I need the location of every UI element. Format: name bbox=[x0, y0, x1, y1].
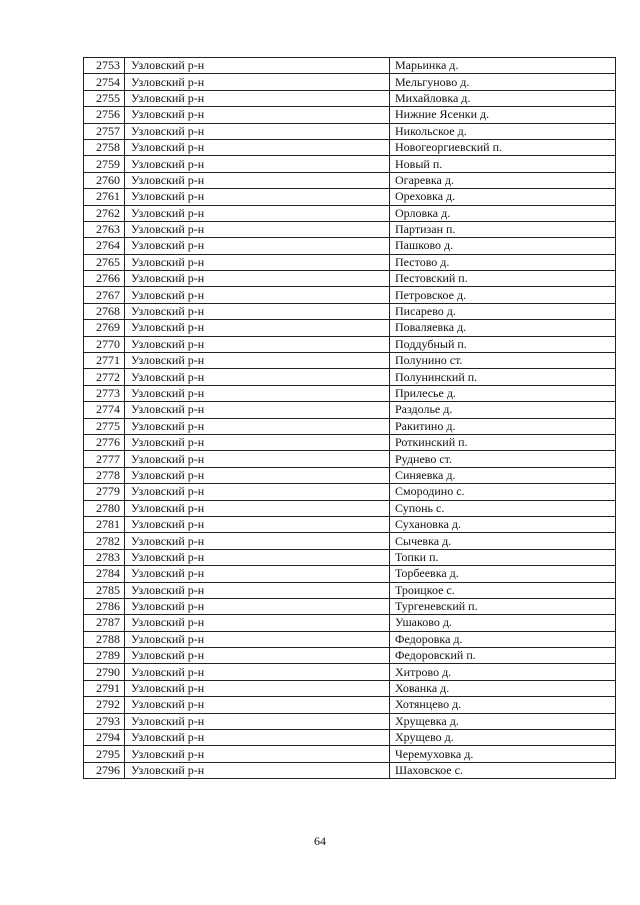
place-name-cell: Пестово д. bbox=[390, 254, 616, 270]
place-name-cell: Федоровка д. bbox=[390, 631, 616, 647]
table-row bbox=[84, 205, 616, 221]
row-number-cell: 2773 bbox=[84, 385, 125, 401]
row-number-cell: 2754 bbox=[84, 74, 125, 90]
table-row bbox=[84, 615, 616, 631]
district-cell: Узловский р-н bbox=[125, 303, 390, 319]
row-number-cell: 2777 bbox=[84, 451, 125, 467]
row-number-cell: 2780 bbox=[84, 500, 125, 516]
table-row bbox=[84, 467, 616, 483]
place-name-cell: Поваляевка д. bbox=[390, 320, 616, 336]
place-name-cell: Хрущево д. bbox=[390, 730, 616, 746]
row-number-cell: 2756 bbox=[84, 107, 125, 123]
district-cell: Узловский р-н bbox=[125, 369, 390, 385]
district-cell: Узловский р-н bbox=[125, 402, 390, 418]
district-cell: Узловский р-н bbox=[125, 533, 390, 549]
district-cell: Узловский р-н bbox=[125, 713, 390, 729]
table-row bbox=[84, 74, 616, 90]
district-cell: Узловский р-н bbox=[125, 451, 390, 467]
place-name-cell: Ореховка д. bbox=[390, 189, 616, 205]
row-number-cell: 2759 bbox=[84, 156, 125, 172]
district-cell: Узловский р-н bbox=[125, 516, 390, 532]
place-name-cell: Хрущевка д. bbox=[390, 713, 616, 729]
table-row bbox=[84, 402, 616, 418]
table-row bbox=[84, 123, 616, 139]
table-row bbox=[84, 533, 616, 549]
row-number-cell: 2784 bbox=[84, 566, 125, 582]
place-name-cell: Топки п. bbox=[390, 549, 616, 565]
row-number-cell: 2786 bbox=[84, 598, 125, 614]
table-row bbox=[84, 369, 616, 385]
row-number-cell: 2796 bbox=[84, 762, 125, 778]
table-row bbox=[84, 90, 616, 106]
table-row bbox=[84, 484, 616, 500]
table-row bbox=[84, 697, 616, 713]
row-number-cell: 2769 bbox=[84, 320, 125, 336]
table-row bbox=[84, 107, 616, 123]
district-cell: Узловский р-н bbox=[125, 484, 390, 500]
table-row bbox=[84, 762, 616, 778]
district-cell: Узловский р-н bbox=[125, 582, 390, 598]
table-row bbox=[84, 713, 616, 729]
table-row bbox=[84, 500, 616, 516]
place-name-cell: Поддубный п. bbox=[390, 336, 616, 352]
place-name-cell: Раздолье д. bbox=[390, 402, 616, 418]
row-number-cell: 2766 bbox=[84, 271, 125, 287]
place-name-cell: Хотянцево д. bbox=[390, 697, 616, 713]
place-name-cell: Партизан п. bbox=[390, 221, 616, 237]
row-number-cell: 2761 bbox=[84, 189, 125, 205]
table-row bbox=[84, 139, 616, 155]
row-number-cell: 2791 bbox=[84, 680, 125, 696]
district-cell: Узловский р-н bbox=[125, 156, 390, 172]
table-row bbox=[84, 156, 616, 172]
table-row bbox=[84, 320, 616, 336]
place-name-cell: Пашково д. bbox=[390, 238, 616, 254]
district-cell: Узловский р-н bbox=[125, 746, 390, 762]
district-cell: Узловский р-н bbox=[125, 648, 390, 664]
district-cell: Узловский р-н bbox=[125, 500, 390, 516]
table-row bbox=[84, 730, 616, 746]
table-row bbox=[84, 451, 616, 467]
district-cell: Узловский р-н bbox=[125, 320, 390, 336]
row-number-cell: 2758 bbox=[84, 139, 125, 155]
row-number-cell: 2775 bbox=[84, 418, 125, 434]
row-number-cell: 2762 bbox=[84, 205, 125, 221]
district-cell: Узловский р-н bbox=[125, 418, 390, 434]
table-row bbox=[84, 418, 616, 434]
place-name-cell: Руднево ст. bbox=[390, 451, 616, 467]
place-name-cell: Смородино с. bbox=[390, 484, 616, 500]
district-cell: Узловский р-н bbox=[125, 221, 390, 237]
table-row bbox=[84, 58, 616, 74]
table-row bbox=[84, 746, 616, 762]
district-cell: Узловский р-н bbox=[125, 762, 390, 778]
place-name-cell: Федоровский п. bbox=[390, 648, 616, 664]
district-cell: Узловский р-н bbox=[125, 287, 390, 303]
place-name-cell: Хованка д. bbox=[390, 680, 616, 696]
place-name-cell: Торбеевка д. bbox=[390, 566, 616, 582]
table-row bbox=[84, 385, 616, 401]
row-number-cell: 2779 bbox=[84, 484, 125, 500]
row-number-cell: 2790 bbox=[84, 664, 125, 680]
district-cell: Узловский р-н bbox=[125, 549, 390, 565]
row-number-cell: 2763 bbox=[84, 221, 125, 237]
place-name-cell: Супонь с. bbox=[390, 500, 616, 516]
row-number-cell: 2764 bbox=[84, 238, 125, 254]
row-number-cell: 2757 bbox=[84, 123, 125, 139]
district-cell: Узловский р-н bbox=[125, 615, 390, 631]
row-number-cell: 2760 bbox=[84, 172, 125, 188]
place-name-cell: Орловка д. bbox=[390, 205, 616, 221]
district-cell: Узловский р-н bbox=[125, 697, 390, 713]
row-number-cell: 2770 bbox=[84, 336, 125, 352]
place-name-cell: Черемуховка д. bbox=[390, 746, 616, 762]
district-cell: Узловский р-н bbox=[125, 139, 390, 155]
table-row bbox=[84, 238, 616, 254]
district-cell: Узловский р-н bbox=[125, 566, 390, 582]
place-name-cell: Пестовский п. bbox=[390, 271, 616, 287]
place-name-cell: Роткинский п. bbox=[390, 434, 616, 450]
table-row bbox=[84, 303, 616, 319]
place-name-cell: Прилесье д. bbox=[390, 385, 616, 401]
row-number-cell: 2782 bbox=[84, 533, 125, 549]
district-cell: Узловский р-н bbox=[125, 434, 390, 450]
row-number-cell: 2785 bbox=[84, 582, 125, 598]
place-name-cell: Мельгуново д. bbox=[390, 74, 616, 90]
table-row bbox=[84, 336, 616, 352]
table-row bbox=[84, 189, 616, 205]
row-number-cell: 2771 bbox=[84, 353, 125, 369]
table-row bbox=[84, 271, 616, 287]
district-cell: Узловский р-н bbox=[125, 238, 390, 254]
district-cell: Узловский р-н bbox=[125, 598, 390, 614]
row-number-cell: 2794 bbox=[84, 730, 125, 746]
row-number-cell: 2768 bbox=[84, 303, 125, 319]
place-name-cell: Марьинка д. bbox=[390, 58, 616, 74]
table-row bbox=[84, 254, 616, 270]
table-row bbox=[84, 221, 616, 237]
district-cell: Узловский р-н bbox=[125, 123, 390, 139]
row-number-cell: 2753 bbox=[84, 58, 125, 74]
place-name-cell: Шаховское с. bbox=[390, 762, 616, 778]
place-name-cell: Новогеоргиевский п. bbox=[390, 139, 616, 155]
row-number-cell: 2781 bbox=[84, 516, 125, 532]
district-cell: Узловский р-н bbox=[125, 254, 390, 270]
settlements-table bbox=[83, 57, 616, 779]
row-number-cell: 2783 bbox=[84, 549, 125, 565]
row-number-cell: 2765 bbox=[84, 254, 125, 270]
place-name-cell: Синяевка д. bbox=[390, 467, 616, 483]
table-row bbox=[84, 680, 616, 696]
row-number-cell: 2772 bbox=[84, 369, 125, 385]
row-number-cell: 2778 bbox=[84, 467, 125, 483]
row-number-cell: 2792 bbox=[84, 697, 125, 713]
row-number-cell: 2793 bbox=[84, 713, 125, 729]
place-name-cell: Троицкое с. bbox=[390, 582, 616, 598]
page-number: 64 bbox=[314, 834, 326, 848]
place-name-cell: Ракитино д. bbox=[390, 418, 616, 434]
row-number-cell: 2795 bbox=[84, 746, 125, 762]
table-row bbox=[84, 631, 616, 647]
table-row bbox=[84, 434, 616, 450]
place-name-cell: Нижние Ясенки д. bbox=[390, 107, 616, 123]
district-cell: Узловский р-н bbox=[125, 664, 390, 680]
row-number-cell: 2787 bbox=[84, 615, 125, 631]
table-row bbox=[84, 516, 616, 532]
place-name-cell: Хитрово д. bbox=[390, 664, 616, 680]
district-cell: Узловский р-н bbox=[125, 467, 390, 483]
row-number-cell: 2789 bbox=[84, 648, 125, 664]
place-name-cell: Никольское д. bbox=[390, 123, 616, 139]
district-cell: Узловский р-н bbox=[125, 107, 390, 123]
row-number-cell: 2774 bbox=[84, 402, 125, 418]
row-number-cell: 2776 bbox=[84, 434, 125, 450]
district-cell: Узловский р-н bbox=[125, 172, 390, 188]
district-cell: Узловский р-н bbox=[125, 205, 390, 221]
table-row bbox=[84, 664, 616, 680]
table-row bbox=[84, 582, 616, 598]
district-cell: Узловский р-н bbox=[125, 730, 390, 746]
place-name-cell: Полунинский п. bbox=[390, 369, 616, 385]
district-cell: Узловский р-н bbox=[125, 90, 390, 106]
table-body bbox=[84, 58, 616, 779]
table-row bbox=[84, 566, 616, 582]
place-name-cell: Полунино ст. bbox=[390, 353, 616, 369]
row-number-cell: 2755 bbox=[84, 90, 125, 106]
place-name-cell: Огаревка д. bbox=[390, 172, 616, 188]
table-row bbox=[84, 598, 616, 614]
district-cell: Узловский р-н bbox=[125, 58, 390, 74]
place-name-cell: Ушаково д. bbox=[390, 615, 616, 631]
place-name-cell: Тургеневский п. bbox=[390, 598, 616, 614]
district-cell: Узловский р-н bbox=[125, 385, 390, 401]
district-cell: Узловский р-н bbox=[125, 271, 390, 287]
district-cell: Узловский р-н bbox=[125, 680, 390, 696]
place-name-cell: Писарево д. bbox=[390, 303, 616, 319]
district-cell: Узловский р-н bbox=[125, 336, 390, 352]
district-cell: Узловский р-н bbox=[125, 631, 390, 647]
place-name-cell: Сычевка д. bbox=[390, 533, 616, 549]
place-name-cell: Сухановка д. bbox=[390, 516, 616, 532]
place-name-cell: Петровское д. bbox=[390, 287, 616, 303]
table-row bbox=[84, 172, 616, 188]
table-row bbox=[84, 353, 616, 369]
district-cell: Узловский р-н bbox=[125, 74, 390, 90]
table-row bbox=[84, 287, 616, 303]
table-row bbox=[84, 549, 616, 565]
place-name-cell: Михайловка д. bbox=[390, 90, 616, 106]
row-number-cell: 2767 bbox=[84, 287, 125, 303]
place-name-cell: Новый п. bbox=[390, 156, 616, 172]
district-cell: Узловский р-н bbox=[125, 189, 390, 205]
table-row bbox=[84, 648, 616, 664]
row-number-cell: 2788 bbox=[84, 631, 125, 647]
district-cell: Узловский р-н bbox=[125, 353, 390, 369]
